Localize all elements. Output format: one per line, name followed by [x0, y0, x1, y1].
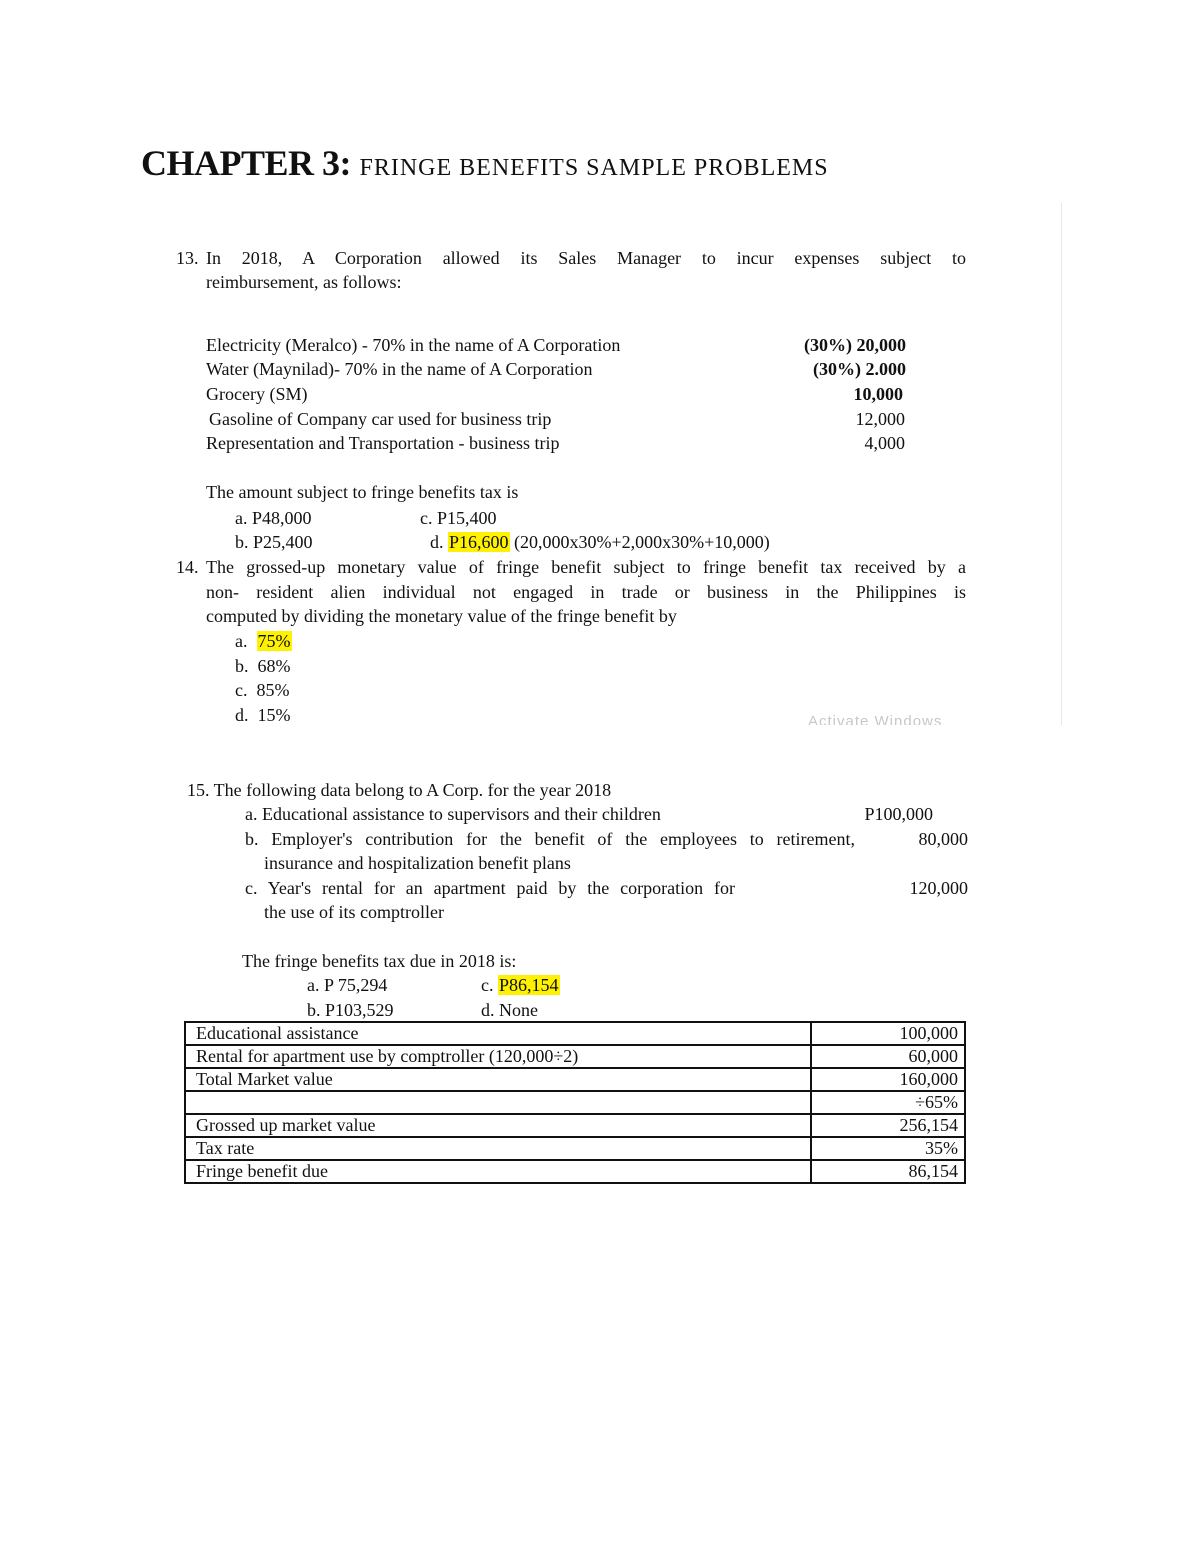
table-cell-value: 60,000: [811, 1045, 965, 1068]
table-row: [185, 1022, 965, 1045]
choice-value: 15%: [257, 705, 291, 725]
choice-value: 68%: [257, 656, 291, 676]
q14-choice-b: [235, 654, 291, 678]
q14-text-line1: The grossed-up monetary value of fringe benefit subject to fringe benefit tax received by a: [206, 557, 966, 577]
table-cell-label: Total Market value: [185, 1068, 811, 1091]
choice-letter: a.: [235, 631, 248, 651]
expense-amount: (30%) 20,000: [804, 335, 906, 355]
page-divider: [1061, 203, 1062, 725]
highlighted-answer: 75%: [257, 631, 291, 651]
table-row: [185, 1160, 965, 1183]
choice-letter: d.: [430, 532, 444, 552]
q15-item-amount: 80,000: [918, 829, 968, 849]
q13-choice-b: b. P25,400: [235, 532, 313, 552]
table-row: [185, 1091, 965, 1114]
q15-intro: 15. The following data belong to A Corp. for the year 2018: [187, 780, 612, 800]
q15-question: The fringe benefits tax due in 2018 is:: [242, 951, 517, 971]
table-row: [185, 1068, 965, 1091]
highlighted-answer: P16,600: [449, 532, 509, 552]
table-cell-label: Tax rate: [185, 1137, 811, 1160]
expense-amount: 10,000: [853, 384, 903, 404]
table-row: [185, 1045, 965, 1068]
table-cell-value: 100,000: [811, 1022, 965, 1045]
table-cell-label: Rental for apartment use by comptroller (120,000÷2): [185, 1045, 811, 1068]
q13-text-line2: reimbursement, as follows:: [206, 272, 402, 292]
q15-choice-c: [481, 973, 560, 997]
q14-number: 14.: [176, 557, 199, 577]
expense-amount: 12,000: [855, 409, 905, 429]
table-row: [185, 1137, 965, 1160]
page-title: [141, 142, 829, 184]
expense-label: Electricity (Meralco) - 70% in the name of A Corporation: [206, 335, 621, 355]
q15-item-c: c. Year's rental for an apartment paid by the corporation for: [245, 878, 735, 898]
choice-value: 85%: [256, 680, 290, 700]
q15-item-b-cont: insurance and hospitalization benefit plans: [264, 853, 571, 873]
q14-text-line2: non- resident alien individual not engaged in trade or business in the Philippines is: [206, 582, 966, 602]
table-cell-label: Fringe benefit due: [185, 1160, 811, 1183]
q15-item-a: a. Educational assistance to supervisors and their children: [245, 804, 661, 824]
activate-windows-watermark: Activate Windows: [808, 713, 943, 725]
choice-letter: b.: [235, 656, 249, 676]
q13-choice-c: c. P15,400: [420, 508, 497, 528]
q15-item-c-cont: the use of its comptroller: [264, 902, 444, 922]
chapter-subtitle: FRINGE BENEFITS SAMPLE PROBLEMS: [359, 155, 829, 181]
highlighted-answer: P86,154: [499, 975, 559, 995]
table-cell-value: 35%: [811, 1137, 965, 1160]
q15-choice-a: a. P 75,294: [307, 975, 388, 995]
expense-label: Grocery (SM): [206, 384, 308, 404]
q13-number: 13.: [176, 248, 199, 268]
q14-choice-d: [235, 703, 291, 727]
q13-text-line1: In 2018, A Corporation allowed its Sales Manager to incur expenses subject to: [206, 248, 966, 268]
q14-text-line3: computed by dividing the monetary value of the fringe benefit by: [206, 606, 677, 626]
table-cell-value: 256,154: [811, 1114, 965, 1137]
q14-choice-a: [235, 629, 292, 653]
expense-label: Gasoline of Company car used for business trip: [209, 409, 552, 429]
expense-amount: (30%) 2.000: [813, 359, 906, 379]
q13-choice-a: a. P48,000: [235, 508, 312, 528]
q15-choice-d: d. None: [481, 1000, 538, 1020]
q14-choice-c: [235, 678, 290, 702]
q13-choice-d: [430, 530, 770, 554]
table-cell-value: 86,154: [811, 1160, 965, 1183]
table-cell-label: [185, 1091, 811, 1114]
chapter-label: CHAPTER 3:: [141, 143, 351, 183]
q13-question: The amount subject to fringe benefits tax is: [206, 482, 519, 502]
expense-label: Water (Maynilad)- 70% in the name of A Corporation: [206, 359, 593, 379]
q15-item-b: b. Employer's contribution for the benefit of the employees to retirement,: [245, 829, 855, 849]
choice-letter: c.: [481, 975, 494, 995]
fringe-benefit-computation-table: [184, 1021, 966, 1184]
table-cell-value: 160,000: [811, 1068, 965, 1091]
q15-item-amount: P100,000: [864, 804, 933, 824]
table-cell-label: Grossed up market value: [185, 1114, 811, 1137]
answer-computation: (20,000x30%+2,000x30%+10,000): [514, 532, 770, 552]
q15-choice-b: b. P103,529: [307, 1000, 394, 1020]
table-cell-label: Educational assistance: [185, 1022, 811, 1045]
choice-letter: d.: [235, 705, 249, 725]
q15-item-amount: 120,000: [909, 878, 968, 898]
expense-label: Representation and Transportation - business trip: [206, 433, 560, 453]
table-row: [185, 1114, 965, 1137]
table-cell-value: ÷65%: [811, 1091, 965, 1114]
choice-letter: c.: [235, 680, 248, 700]
expense-amount: 4,000: [864, 433, 905, 453]
